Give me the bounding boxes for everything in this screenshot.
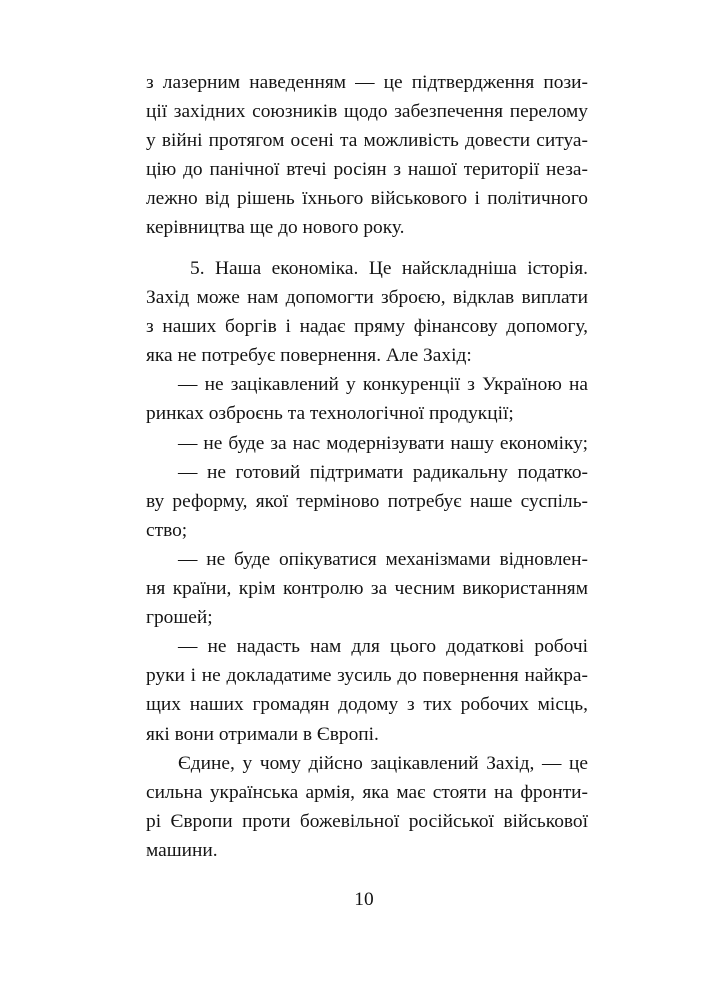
list-item-line: ство;	[146, 519, 188, 541]
list-item-line: ринках озброєнь та технологічної продукції;	[146, 403, 514, 425]
list-item-line: — не надасть нам для цього додаткові робочі	[178, 636, 588, 658]
list-item-line: грошей;	[146, 607, 213, 629]
list-item-line: ву реформу, якої терміново потребує наше суспіль-	[146, 490, 588, 512]
text-line: керівництва ще до нового року.	[146, 217, 405, 239]
list-item-line: — не буде за нас модернізувати нашу економіку;	[178, 432, 588, 454]
text-line: ції західних союзників щодо забезпечення перелому	[146, 101, 588, 123]
list-item-line: які вони отримали в Європі.	[146, 723, 379, 745]
top-paragraph	[146, 68, 588, 243]
text-line: з наших боргів і надає пряму фінансову допомогу,	[146, 316, 588, 338]
page-number: 10	[354, 889, 374, 910]
text-line: Захід може нам допомогти зброєю, відклав виплати	[146, 287, 588, 309]
text-line: машини.	[146, 839, 218, 861]
list-item-line: ня країни, крім контролю за чесним використанням	[146, 578, 588, 600]
point-heading-line: 5. Наша економіка. Це найскладніша історія.	[190, 258, 588, 279]
text-line: з лазерним наведенням — це підтвердження пози-	[146, 72, 588, 93]
list-item-line: руки і не докладатиме зусиль до повернення найкра-	[146, 665, 588, 687]
list-item-line: — не буде опікуватися механізмами відновлен-	[178, 548, 588, 570]
text-line: лежно від рішень їхнього військового і політичного	[146, 188, 588, 210]
text-line: рі Європи проти божевільної російської військової	[146, 810, 588, 832]
text-line: Єдине, у чому дійсно зацікавлений Захід, — це	[178, 752, 588, 774]
text-line: у війні протягом осені та можливість довести ситуа-	[146, 130, 588, 152]
text-line: яка не потребує повернення. Але Захід:	[146, 345, 472, 367]
list-item-line: — не зацікавлений у конкуренції з Україною на	[178, 374, 588, 396]
point-5-section	[146, 254, 588, 865]
list-item-line: — не готовий підтримати радикальну податко-	[178, 461, 588, 483]
text-line: сильна українська армія, яка має стояти на фронти-	[146, 781, 588, 803]
text-line: цію до панічної втечі росіян з нашої території неза-	[146, 159, 588, 181]
list-item-line: щих наших громадян додому з тих робочих місць,	[146, 694, 588, 716]
